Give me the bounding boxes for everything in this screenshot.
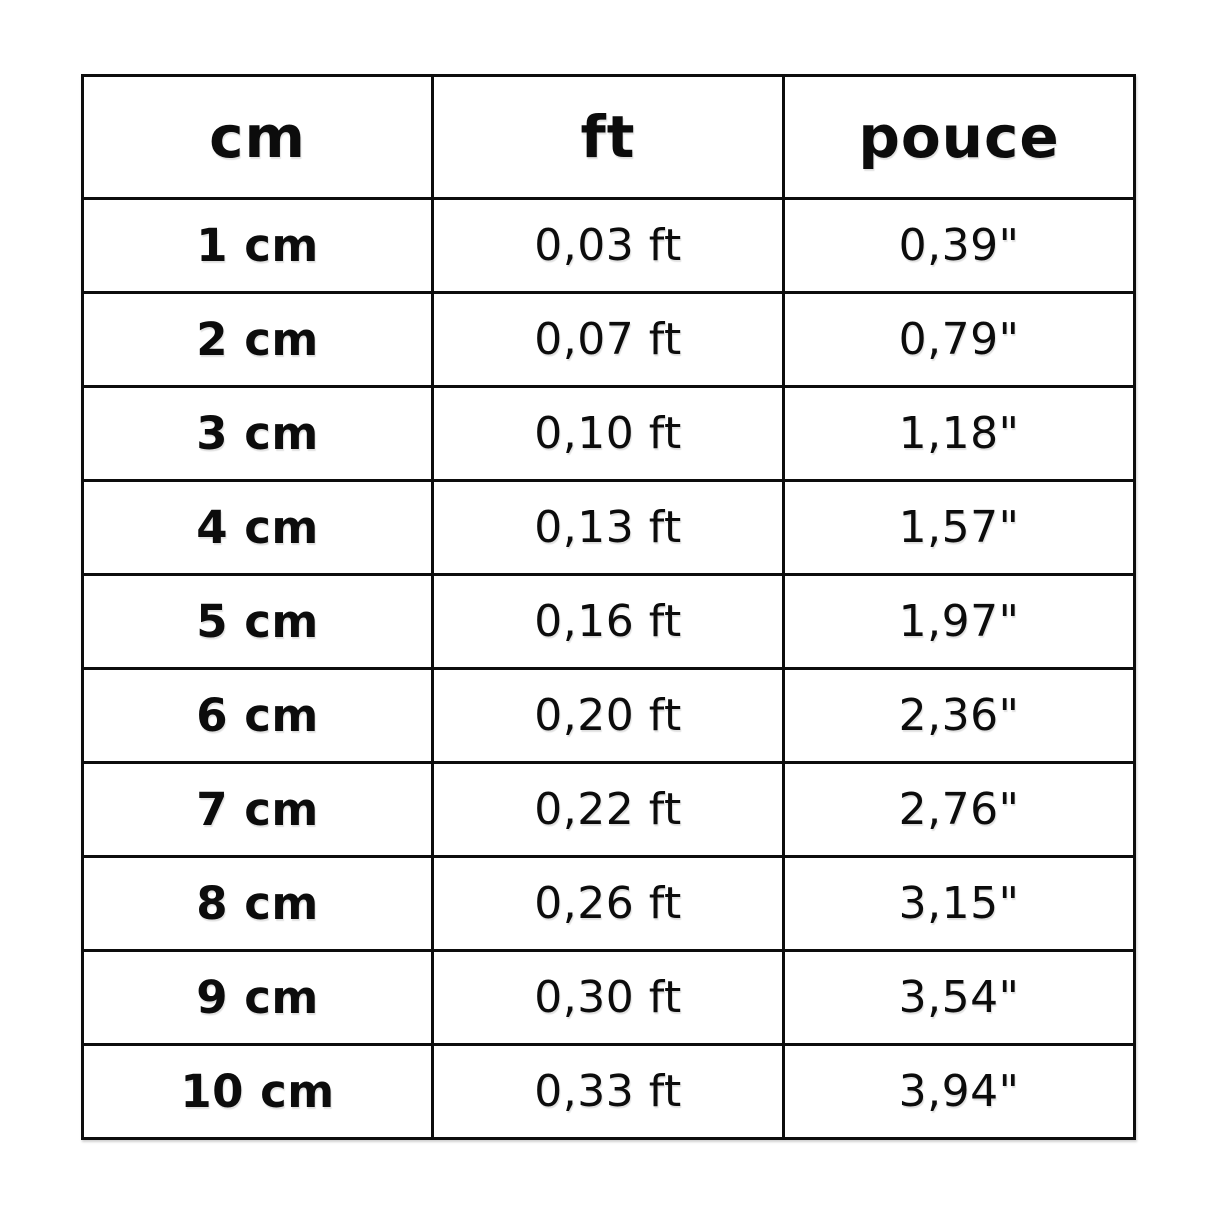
table-body	[83, 199, 1135, 1139]
cell-ft: 0,13 ft	[433, 481, 784, 575]
cell-pouce: 1,97"	[784, 575, 1135, 669]
table-row	[83, 1045, 1135, 1139]
header-ft: ft	[433, 76, 784, 199]
cell-pouce: 3,94"	[784, 1045, 1135, 1139]
cell-ft: 0,20 ft	[433, 669, 784, 763]
table-row	[83, 951, 1135, 1045]
cell-pouce: 2,36"	[784, 669, 1135, 763]
cell-cm: 5 cm	[83, 575, 433, 669]
table-row	[83, 575, 1135, 669]
cell-cm: 8 cm	[83, 857, 433, 951]
table-row	[83, 387, 1135, 481]
cell-ft: 0,10 ft	[433, 387, 784, 481]
cell-ft: 0,03 ft	[433, 199, 784, 293]
cm-ft-pouce-conversion-table	[81, 74, 1136, 1140]
cell-pouce: 0,79"	[784, 293, 1135, 387]
table-row	[83, 199, 1135, 293]
cell-pouce: 3,54"	[784, 951, 1135, 1045]
cell-cm: 2 cm	[83, 293, 433, 387]
cell-pouce: 3,15"	[784, 857, 1135, 951]
cell-ft: 0,16 ft	[433, 575, 784, 669]
table-row	[83, 857, 1135, 951]
cell-pouce: 1,57"	[784, 481, 1135, 575]
cell-ft: 0,22 ft	[433, 763, 784, 857]
table-header	[83, 76, 1135, 199]
table-row	[83, 481, 1135, 575]
table-row	[83, 293, 1135, 387]
cell-ft: 0,07 ft	[433, 293, 784, 387]
cell-cm: 3 cm	[83, 387, 433, 481]
cell-ft: 0,33 ft	[433, 1045, 784, 1139]
cell-ft: 0,26 ft	[433, 857, 784, 951]
cell-cm: 6 cm	[83, 669, 433, 763]
cell-cm: 9 cm	[83, 951, 433, 1045]
cell-pouce: 0,39"	[784, 199, 1135, 293]
conversion-table-container	[81, 74, 1136, 1140]
header-cm: cm	[83, 76, 433, 199]
cell-pouce: 2,76"	[784, 763, 1135, 857]
cell-cm: 7 cm	[83, 763, 433, 857]
cell-pouce: 1,18"	[784, 387, 1135, 481]
cell-cm: 10 cm	[83, 1045, 433, 1139]
cell-cm: 4 cm	[83, 481, 433, 575]
header-pouce: pouce	[784, 76, 1135, 199]
header-row	[83, 76, 1135, 199]
table-row	[83, 669, 1135, 763]
table-row	[83, 763, 1135, 857]
cell-cm: 1 cm	[83, 199, 433, 293]
cell-ft: 0,30 ft	[433, 951, 784, 1045]
